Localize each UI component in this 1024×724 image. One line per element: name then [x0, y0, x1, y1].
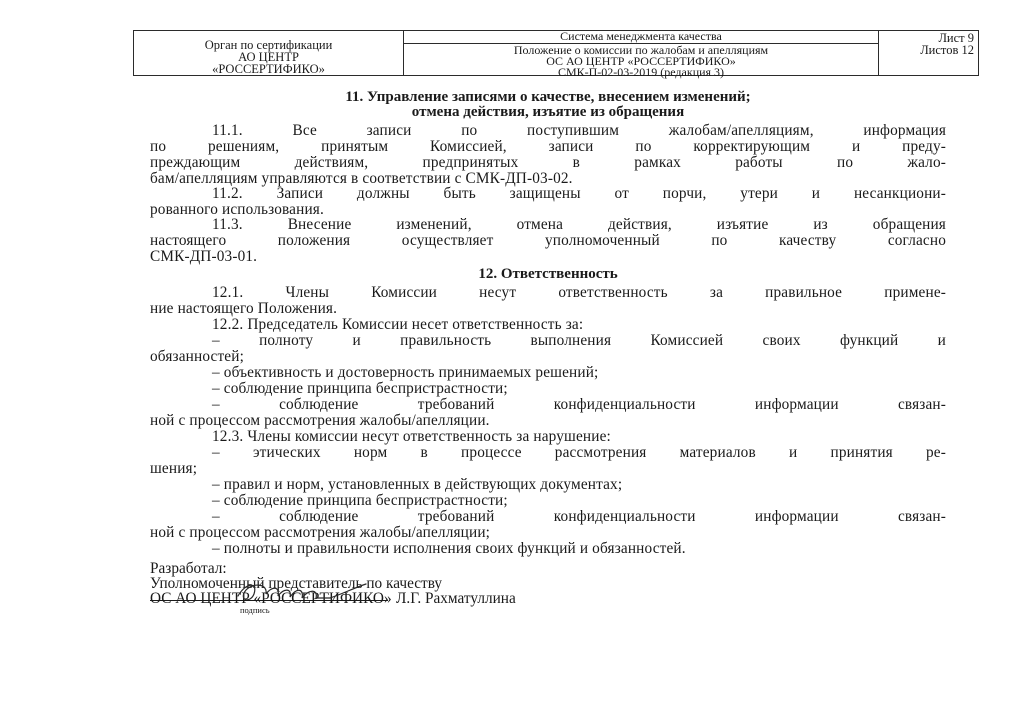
paragraph-line: настоящего положения осуществляет уполномоченный по качеству согласно	[150, 232, 946, 249]
list-item-line: – соблюдение требований конфиденциальности информации связан-	[212, 396, 946, 413]
header-system: Система менеджмента качества	[404, 31, 878, 44]
header-sheet-cell	[879, 31, 980, 75]
list-item-line: – соблюдение принципа беспристрастности;	[212, 492, 508, 509]
list-item-line: – полноту и правильность выполнения Комиссией своих функций и	[212, 332, 946, 349]
list-item-line: – полноты и правильности исполнения своих функций и обязанностей.	[212, 540, 686, 557]
header-sheets-total: Листов 12	[920, 43, 974, 57]
paragraph-line: бам/апелляциям управляются в соответствии с СМК-ДП-03-02.	[150, 170, 573, 187]
handwritten-signature	[232, 578, 392, 606]
list-item-line: – правил и норм, установленных в действующих документах;	[212, 476, 623, 493]
section-11-title: 11. Управление записями о качестве, внесением изменений;	[345, 89, 751, 105]
signature-developed-label: Разработал:	[150, 560, 227, 577]
list-item-line: ной с процессом рассмотрения жалобы/апелляции.	[150, 412, 490, 429]
header-doc-line: ОС АО ЦЕНТР «РОССЕРТИФИКО»	[546, 54, 736, 68]
header-org-line: «РОССЕРТИФИКО»	[212, 62, 325, 76]
header-doc-cell	[404, 29, 879, 79]
list-item-line: – объективность и достоверность принимаемых решений;	[212, 364, 599, 381]
header-org-line: Орган по сертификации	[204, 38, 333, 52]
paragraph-line: 12.2. Председатель Комиссии несет ответственность за:	[212, 316, 584, 333]
paragraph-line: 12.1. Члены Комиссии несут ответственность за правильное примене-	[212, 284, 946, 301]
header-org-line: АО ЦЕНТР	[238, 50, 299, 64]
header-sheet: Лист 9	[938, 31, 974, 45]
paragraph-line: 11.1. Все записи по поступившим жалобам/апелляциям, информация	[212, 122, 946, 139]
list-item-line: – соблюдение требований конфиденциальности информации связан-	[212, 508, 946, 525]
list-item-line: шения;	[150, 460, 198, 477]
header-org-cell	[134, 31, 404, 75]
signature-caption: подпись	[240, 605, 270, 615]
paragraph-line: преждающим действиям, предпринятых в рамках работы по жало-	[150, 154, 946, 171]
signature-line	[150, 600, 388, 601]
paragraph-line: по решениям, принятым Комиссией, записи по корректирующим и преду-	[150, 138, 946, 155]
paragraph-line: 12.3. Члены комиссии несут ответственность за нарушение:	[212, 428, 611, 445]
list-item-line: – соблюдение принципа беспристрастности;	[212, 380, 508, 397]
signature-name: Л.Г. Рахматуллина	[396, 590, 516, 607]
paragraph-line: ние настоящего Положения.	[150, 300, 338, 317]
signature-org: ОС АО ЦЕНТР «РОССЕРТИФИКО»	[150, 590, 392, 607]
header-doc-line: Положение о комиссии по жалобам и апелляциям	[513, 43, 769, 57]
list-item-line: обязанностей;	[150, 348, 244, 365]
paragraph-line: 11.3. Внесение изменений, отмена действия, изъятие из обращения	[212, 216, 946, 233]
list-item-line: ной с процессом рассмотрения жалобы/апелляции;	[150, 524, 491, 541]
list-item-line: – этических норм в процессе рассмотрения материалов и принятия ре-	[212, 444, 946, 461]
section-11-title: отмена действия, изъятие из обращения	[411, 104, 685, 120]
paragraph-line: 11.2. Записи должны быть защищены от порчи, утери и несанкциони-	[212, 185, 946, 202]
document-header	[133, 29, 979, 79]
section-12-title: 12. Ответственность	[478, 266, 618, 282]
header-doc-line: СМК-П-02-03-2019 (редакция 3)	[557, 65, 725, 79]
signature-role: Уполномоченный представитель по качеству	[150, 575, 443, 592]
paragraph-line: рованного использования.	[150, 201, 324, 218]
paragraph-line: СМК-ДП-03-01.	[150, 248, 258, 265]
